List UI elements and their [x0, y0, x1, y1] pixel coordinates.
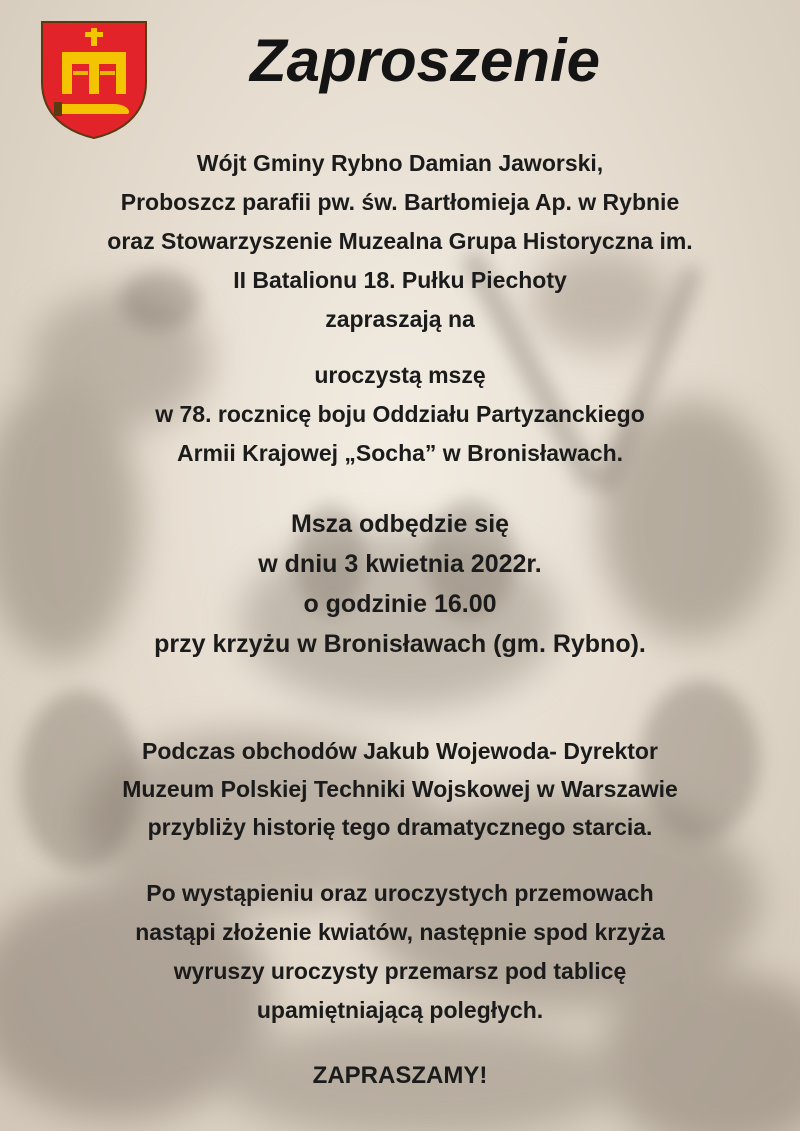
ceremony-line: nastąpi złożenie kwiatów, następnie spod krzyża	[135, 919, 665, 945]
lecture-line: Podczas obchodów Jakub Wojewoda- Dyrektor	[142, 738, 658, 764]
organizers-block	[20, 144, 780, 339]
mass-location: przy krzyżu w Bronisławach (gm. Rybno).	[154, 630, 646, 658]
organizer-line: II Batalionu 18. Pułku Piechoty	[233, 267, 567, 293]
mass-line: Msza odbędzie się	[290, 510, 510, 538]
closing-call: ZAPRASZAMY!	[312, 1062, 488, 1089]
page-title: Zaproszenie	[249, 27, 601, 94]
lecture-line: Muzeum Polskiej Techniki Wojskowej w Warszawie	[122, 776, 678, 802]
ceremony-block	[20, 874, 780, 1030]
mass-time: o godzinie 16.00	[303, 590, 497, 618]
event-line: Armii Krajowej „Socha” w Bronisławach.	[176, 440, 624, 466]
mass-date: w dniu 3 kwietnia 2022r.	[258, 550, 542, 578]
organizer-line: oraz Stowarzyszenie Muzealna Grupa Historyczna im.	[107, 228, 693, 254]
organizer-line: Proboszcz parafii pw. św. Bartłomieja Ap. w Rybnie	[120, 189, 680, 215]
lecture-line: przybliży historię tego dramatycznego starcia.	[147, 814, 653, 840]
lecture-block	[20, 732, 780, 846]
mass-details-block	[20, 504, 780, 664]
ceremony-line: upamiętniającą poległych.	[256, 997, 544, 1023]
event-block	[20, 356, 780, 473]
event-line: w 78. rocznicę boju Oddziału Partyzanckiego	[155, 401, 645, 427]
event-line: uroczystą mszę	[314, 362, 486, 388]
ceremony-line: wyruszy uroczysty przemarsz pod tablicę	[173, 958, 627, 984]
ceremony-line: Po wystąpieniu oraz uroczystych przemowach	[146, 880, 654, 906]
organizer-line: Wójt Gminy Rybno Damian Jaworski,	[196, 150, 604, 176]
invite-line: zapraszają na	[325, 306, 475, 332]
